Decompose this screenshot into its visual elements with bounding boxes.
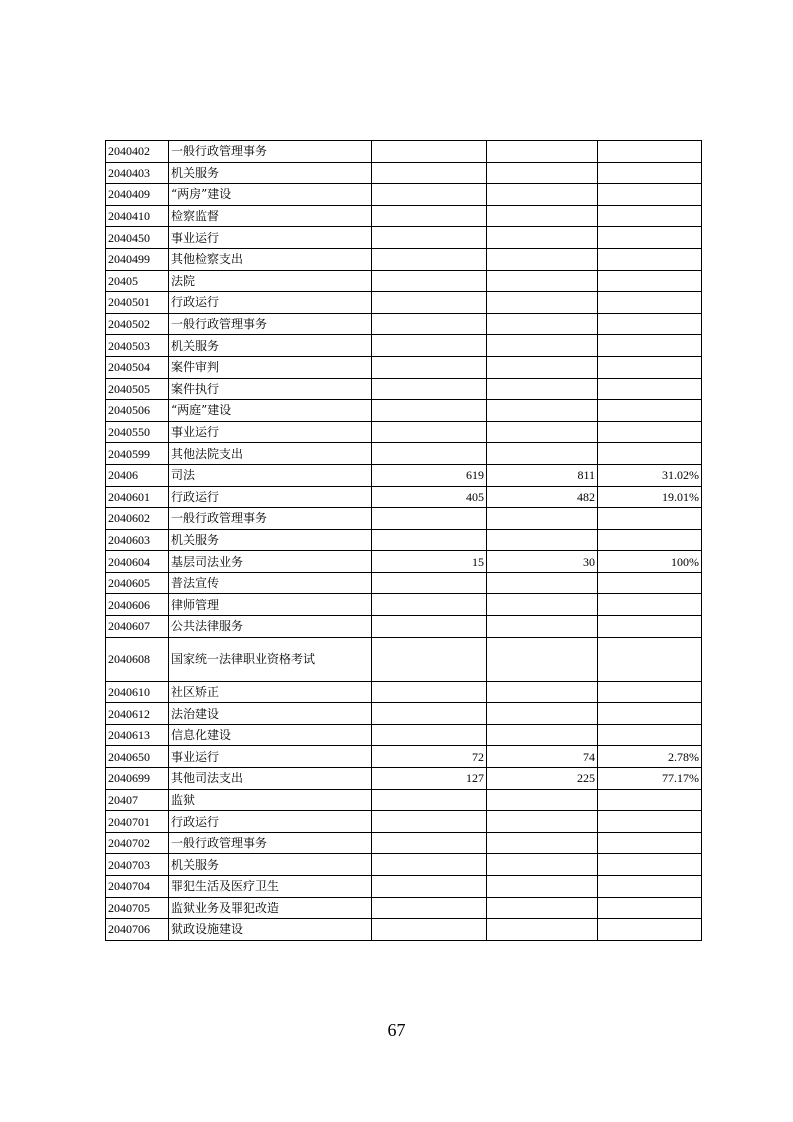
row-code-cell: 2040601 [106,486,169,508]
row-value-cell-3 [598,703,702,725]
row-value-cell-3 [598,313,702,335]
budget-table-body [106,141,702,941]
row-value-cell-1 [372,854,487,876]
row-value-cell-1 [372,681,487,703]
row-value-cell-3 [598,356,702,378]
row-code-cell: 20406 [106,464,169,486]
table-row [106,292,702,314]
table-row [106,681,702,703]
table-row [106,724,702,746]
row-name-cell: 检察监督 [169,205,372,227]
row-value-cell-1: 72 [372,746,487,768]
row-value-cell-2 [487,724,598,746]
row-value-cell-1 [372,378,487,400]
table-row [106,443,702,465]
row-name-cell: 一般行政管理事务 [169,508,372,530]
row-value-cell-3 [598,876,702,898]
row-value-cell-3 [598,292,702,314]
table-row [106,162,702,184]
row-name-cell: 案件执行 [169,378,372,400]
row-value-cell-1: 405 [372,486,487,508]
row-value-cell-1: 619 [372,464,487,486]
row-name-cell: 信息化建设 [169,724,372,746]
row-name-cell: 事业运行 [169,746,372,768]
row-value-cell-2 [487,356,598,378]
row-value-cell-2 [487,811,598,833]
row-value-cell-2 [487,378,598,400]
table-row [106,508,702,530]
row-code-cell: 2040610 [106,681,169,703]
row-value-cell-2: 482 [487,486,598,508]
table-row [106,270,702,292]
row-value-cell-2 [487,313,598,335]
table-row [106,141,702,163]
row-value-cell-3 [598,529,702,551]
table-row [106,594,702,616]
row-value-cell-2 [487,248,598,270]
row-code-cell: 2040613 [106,724,169,746]
row-name-cell: “两庭”建设 [169,400,372,422]
row-value-cell-2 [487,508,598,530]
row-value-cell-3 [598,789,702,811]
row-value-cell-3 [598,227,702,249]
row-name-cell: 行政运行 [169,811,372,833]
row-value-cell-3 [598,335,702,357]
page-number: 67 [387,1020,406,1040]
row-name-cell: 司法 [169,464,372,486]
row-value-cell-3: 100% [598,551,702,573]
row-value-cell-1: 127 [372,768,487,790]
row-name-cell: 事业运行 [169,421,372,443]
row-value-cell-3: 19.01% [598,486,702,508]
row-name-cell: 机关服务 [169,854,372,876]
row-name-cell: 社区矫正 [169,681,372,703]
row-code-cell: 2040650 [106,746,169,768]
row-name-cell: 一般行政管理事务 [169,832,372,854]
table-row [106,227,702,249]
row-value-cell-1 [372,313,487,335]
row-value-cell-2 [487,141,598,163]
table-row [106,637,702,681]
row-value-cell-2: 225 [487,768,598,790]
table-row [106,746,702,768]
row-code-cell: 2040503 [106,335,169,357]
row-value-cell-1 [372,572,487,594]
row-name-cell: 法院 [169,270,372,292]
row-value-cell-1 [372,248,487,270]
row-code-cell: 2040706 [106,919,169,941]
table-row [106,248,702,270]
row-code-cell: 2040501 [106,292,169,314]
row-value-cell-1 [372,205,487,227]
table-row [106,703,702,725]
row-value-cell-1 [372,508,487,530]
row-code-cell: 2040602 [106,508,169,530]
row-value-cell-2 [487,616,598,638]
row-value-cell-3 [598,141,702,163]
row-value-cell-1 [372,897,487,919]
row-name-cell: 机关服务 [169,529,372,551]
row-value-cell-1 [372,637,487,681]
row-value-cell-3 [598,594,702,616]
row-value-cell-2 [487,854,598,876]
table-row [106,616,702,638]
row-code-cell: 2040403 [106,162,169,184]
row-code-cell: 2040606 [106,594,169,616]
row-value-cell-1 [372,703,487,725]
budget-table [105,140,702,941]
row-value-cell-2 [487,832,598,854]
row-value-cell-3 [598,205,702,227]
row-code-cell: 2040550 [106,421,169,443]
row-code-cell: 20405 [106,270,169,292]
row-value-cell-3: 77.17% [598,768,702,790]
row-value-cell-2 [487,205,598,227]
table-row [106,335,702,357]
table-row [106,313,702,335]
row-value-cell-2 [487,184,598,206]
row-code-cell: 2040505 [106,378,169,400]
row-value-cell-1 [372,919,487,941]
row-value-cell-1 [372,811,487,833]
row-value-cell-2 [487,400,598,422]
row-name-cell: 罪犯生活及医疗卫生 [169,876,372,898]
row-value-cell-1 [372,529,487,551]
row-name-cell: 机关服务 [169,162,372,184]
row-code-cell: 2040612 [106,703,169,725]
table-row [106,768,702,790]
row-code-cell: 2040409 [106,184,169,206]
row-value-cell-2 [487,270,598,292]
row-value-cell-3 [598,508,702,530]
row-name-cell: 律师管理 [169,594,372,616]
row-code-cell: 2040599 [106,443,169,465]
row-value-cell-1 [372,270,487,292]
row-value-cell-2 [487,335,598,357]
table-row [106,356,702,378]
row-value-cell-1 [372,724,487,746]
table-row [106,378,702,400]
table-row [106,421,702,443]
row-code-cell: 2040504 [106,356,169,378]
row-value-cell-2 [487,637,598,681]
table-row [106,529,702,551]
row-value-cell-3 [598,421,702,443]
row-code-cell: 2040702 [106,832,169,854]
row-name-cell: 国家统一法律职业资格考试 [169,637,372,681]
table-row [106,897,702,919]
row-code-cell: 2040410 [106,205,169,227]
row-value-cell-1 [372,335,487,357]
row-value-cell-2 [487,703,598,725]
row-value-cell-3 [598,832,702,854]
row-value-cell-1 [372,227,487,249]
row-value-cell-3 [598,378,702,400]
row-value-cell-2 [487,876,598,898]
row-name-cell: 其他法院支出 [169,443,372,465]
row-value-cell-1 [372,141,487,163]
row-name-cell: 其他检察支出 [169,248,372,270]
row-name-cell: 一般行政管理事务 [169,313,372,335]
table-row [106,464,702,486]
row-name-cell: 其他司法支出 [169,768,372,790]
table-row [106,205,702,227]
row-code-cell: 2040502 [106,313,169,335]
row-value-cell-3 [598,616,702,638]
row-name-cell: 事业运行 [169,227,372,249]
row-value-cell-1 [372,292,487,314]
row-name-cell: 行政运行 [169,292,372,314]
row-value-cell-1 [372,421,487,443]
table-row [106,184,702,206]
table-row [106,854,702,876]
row-value-cell-3: 2.78% [598,746,702,768]
row-value-cell-1: 15 [372,551,487,573]
table-row [106,572,702,594]
row-value-cell-2 [487,292,598,314]
row-value-cell-2: 30 [487,551,598,573]
row-value-cell-3 [598,184,702,206]
table-row [106,400,702,422]
row-value-cell-3: 31.02% [598,464,702,486]
row-value-cell-3 [598,897,702,919]
row-value-cell-1 [372,184,487,206]
row-name-cell: 法治建设 [169,703,372,725]
row-name-cell: 基层司法业务 [169,551,372,573]
row-value-cell-2 [487,443,598,465]
row-name-cell: 案件审判 [169,356,372,378]
row-name-cell: 监狱 [169,789,372,811]
row-value-cell-1 [372,832,487,854]
table-row [106,919,702,941]
row-code-cell: 2040703 [106,854,169,876]
row-code-cell: 2040699 [106,768,169,790]
row-value-cell-2: 811 [487,464,598,486]
row-value-cell-2 [487,897,598,919]
row-value-cell-3 [598,443,702,465]
row-code-cell: 2040604 [106,551,169,573]
row-value-cell-1 [372,616,487,638]
row-value-cell-1 [372,443,487,465]
row-value-cell-1 [372,162,487,184]
table-row [106,486,702,508]
row-value-cell-1 [372,876,487,898]
row-code-cell: 20407 [106,789,169,811]
row-code-cell: 2040607 [106,616,169,638]
row-value-cell-2 [487,572,598,594]
row-name-cell: 一般行政管理事务 [169,141,372,163]
row-code-cell: 2040506 [106,400,169,422]
row-code-cell: 2040499 [106,248,169,270]
row-value-cell-2 [487,789,598,811]
row-value-cell-2 [487,227,598,249]
row-value-cell-3 [598,162,702,184]
row-value-cell-3 [598,572,702,594]
row-value-cell-3 [598,811,702,833]
row-name-cell: 监狱业务及罪犯改造 [169,897,372,919]
row-code-cell: 2040603 [106,529,169,551]
row-value-cell-3 [598,724,702,746]
row-value-cell-3 [598,854,702,876]
row-value-cell-1 [372,400,487,422]
row-name-cell: 公共法律服务 [169,616,372,638]
row-name-cell: 行政运行 [169,486,372,508]
row-code-cell: 2040705 [106,897,169,919]
row-name-cell: 机关服务 [169,335,372,357]
row-value-cell-3 [598,637,702,681]
table-row [106,789,702,811]
row-value-cell-1 [372,789,487,811]
row-name-cell: 普法宣传 [169,572,372,594]
row-value-cell-3 [598,681,702,703]
row-value-cell-2: 74 [487,746,598,768]
row-value-cell-3 [598,248,702,270]
row-value-cell-2 [487,162,598,184]
table-row [106,551,702,573]
row-code-cell: 2040704 [106,876,169,898]
row-value-cell-3 [598,919,702,941]
row-value-cell-3 [598,270,702,292]
row-name-cell: 狱政设施建设 [169,919,372,941]
row-value-cell-1 [372,356,487,378]
row-code-cell: 2040402 [106,141,169,163]
row-code-cell: 2040605 [106,572,169,594]
row-code-cell: 2040608 [106,637,169,681]
table-row [106,876,702,898]
row-code-cell: 2040450 [106,227,169,249]
row-value-cell-2 [487,681,598,703]
row-value-cell-1 [372,594,487,616]
table-row [106,832,702,854]
row-code-cell: 2040701 [106,811,169,833]
row-name-cell: “两房”建设 [169,184,372,206]
row-value-cell-2 [487,421,598,443]
row-value-cell-2 [487,529,598,551]
row-value-cell-2 [487,919,598,941]
row-value-cell-2 [487,594,598,616]
table-row [106,811,702,833]
row-value-cell-3 [598,400,702,422]
